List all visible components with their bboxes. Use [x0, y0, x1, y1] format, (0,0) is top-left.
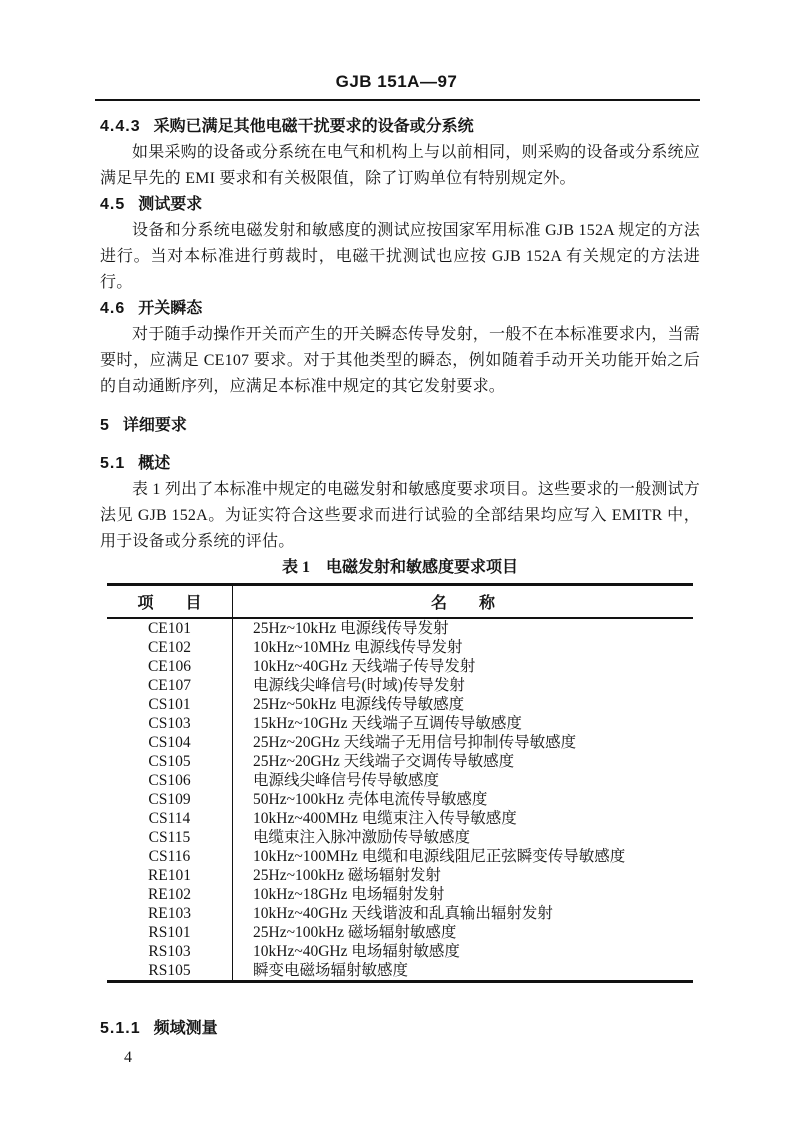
- table-row: [107, 618, 693, 638]
- paragraph-4-5: 设备和分系统电磁发射和敏感度的测试应按国家军用标准 GJB 152A 规定的方法进行。当对本标准进行剪裁时，电磁干扰测试也应按 GJB 152A 有关规定的方法进行。: [100, 222, 700, 291]
- item-name: 10kHz~40GHz 电场辐射敏感度: [253, 943, 460, 960]
- table-body: [107, 618, 693, 982]
- item-code: CE107: [107, 676, 233, 695]
- table-row: [107, 904, 693, 923]
- item-name: 电缆束注入脉冲激励传导敏感度: [253, 829, 471, 846]
- section-heading-4-4-3: [100, 114, 700, 140]
- table-row: [107, 961, 693, 982]
- column-header-item: 项 目: [107, 585, 233, 619]
- table-caption: 表 1 电磁发射和敏感度要求项目: [281, 559, 518, 576]
- item-code: CS105: [107, 752, 233, 771]
- paragraph-5-1: 表 1 列出了本标准中规定的电磁发射和敏感度要求项目。这些要求的一般测试方法见 GJB 152A。为证实符合这些要求而进行试验的全部结果均应写入 EMITR 中，用于设备或分系统的评估。: [100, 481, 700, 550]
- section-heading-4-6: [100, 296, 700, 322]
- item-code: CS109: [107, 790, 233, 809]
- section-title: 开关瞬态: [138, 300, 203, 317]
- item-name: 10kHz~40GHz 天线端子传导发射: [253, 658, 476, 675]
- item-code: RE103: [107, 904, 233, 923]
- table-row: [107, 828, 693, 847]
- table-row: [107, 752, 693, 771]
- item-name: 瞬变电磁场辐射敏感度: [253, 962, 409, 979]
- paragraph-4-4-3: 如果采购的设备或分系统在电气和机构上与以前相同，则采购的设备或分系统应满足早先的 EMI 要求和有关极限值，除了订购单位有特别规定外。: [100, 144, 700, 187]
- table-row: [107, 790, 693, 809]
- section-number: 5: [100, 417, 110, 434]
- item-code: RS105: [107, 961, 233, 982]
- item-code: CS103: [107, 714, 233, 733]
- column-header-name: 名 称: [233, 585, 694, 619]
- table-row: [107, 676, 693, 695]
- section-title: 频域测量: [153, 1020, 218, 1037]
- table-row: [107, 942, 693, 961]
- item-name: 10kHz~40GHz 天线谐波和乱真输出辐射发射: [253, 905, 553, 922]
- table-row: [107, 771, 693, 790]
- item-name: 50Hz~100kHz 壳体电流传导敏感度: [253, 791, 488, 808]
- section-title: 采购已满足其他电磁干扰要求的设备或分系统: [153, 118, 474, 135]
- item-code: CS115: [107, 828, 233, 847]
- item-code: CE106: [107, 657, 233, 676]
- table-row: [107, 638, 693, 657]
- table-row: [107, 695, 693, 714]
- item-name: 25Hz~10kHz 电源线传导发射: [253, 620, 449, 637]
- item-name: 10kHz~100MHz 电缆和电源线阻尼正弦瞬变传导敏感度: [253, 848, 626, 865]
- item-code: RS103: [107, 942, 233, 961]
- item-name: 10kHz~400MHz 电缆束注入传导敏感度: [253, 810, 517, 827]
- item-code: RS101: [107, 923, 233, 942]
- section-title: 测试要求: [138, 196, 203, 213]
- item-code: CE102: [107, 638, 233, 657]
- section-number: 4.4.3: [100, 118, 141, 135]
- section-number: 5.1.1: [100, 1020, 141, 1037]
- item-name: 25Hz~20GHz 天线端子交调传导敏感度: [253, 753, 515, 770]
- item-name: 10kHz~10MHz 电源线传导发射: [253, 639, 463, 656]
- section-heading-5: [100, 413, 700, 439]
- table-row: [107, 733, 693, 752]
- item-code: RE101: [107, 866, 233, 885]
- document-code: GJB 151A—97: [335, 72, 458, 91]
- requirements-table: [107, 583, 693, 983]
- item-name: 25Hz~100kHz 磁场辐射敏感度: [253, 924, 457, 941]
- section-heading-5-1-1: [100, 1016, 700, 1042]
- item-name: 25Hz~20GHz 天线端子无用信号抑制传导敏感度: [253, 734, 577, 751]
- item-name: 电源线尖峰信号传导敏感度: [253, 772, 440, 789]
- document-content: [0, 114, 793, 1071]
- page-number: 4: [124, 1049, 132, 1066]
- item-code: CS101: [107, 695, 233, 714]
- table-row: [107, 923, 693, 942]
- item-code: RE102: [107, 885, 233, 904]
- table-row: [107, 809, 693, 828]
- table-row: [107, 714, 693, 733]
- item-name: 25Hz~50kHz 电源线传导敏感度: [253, 696, 465, 713]
- section-number: 4.6: [100, 300, 126, 317]
- table-row: [107, 866, 693, 885]
- table-row: [107, 847, 693, 866]
- table-header-row: [107, 585, 693, 619]
- item-code: CS104: [107, 733, 233, 752]
- item-code: CE101: [107, 618, 233, 638]
- item-code: CS114: [107, 809, 233, 828]
- section-title: 详细要求: [122, 417, 187, 434]
- section-heading-5-1: [100, 451, 700, 477]
- section-number: 4.5: [100, 196, 126, 213]
- paragraph-4-6: 对于随手动操作开关而产生的开关瞬态传导发射，一般不在本标准要求内，当需要时，应满足 CE107 要求。对于其他类型的瞬态，例如随着手动开关功能开始之后的自动通断序列，应满足本标准中规定的其它发射要求。: [100, 326, 700, 395]
- section-title: 概述: [138, 455, 171, 472]
- item-code: CS106: [107, 771, 233, 790]
- section-number: 5.1: [100, 455, 126, 472]
- item-code: CS116: [107, 847, 233, 866]
- table-header: [107, 585, 693, 619]
- table-row: [107, 657, 693, 676]
- header-rule: [95, 99, 700, 101]
- section-heading-4-5: [100, 192, 700, 218]
- table-row: [107, 885, 693, 904]
- item-name: 电源线尖峰信号(时域)传导发射: [253, 677, 465, 694]
- item-name: 25Hz~100kHz 磁场辐射发射: [253, 867, 441, 884]
- item-name: 15kHz~10GHz 天线端子互调传导敏感度: [253, 715, 522, 732]
- item-name: 10kHz~18GHz 电场辐射发射: [253, 886, 445, 903]
